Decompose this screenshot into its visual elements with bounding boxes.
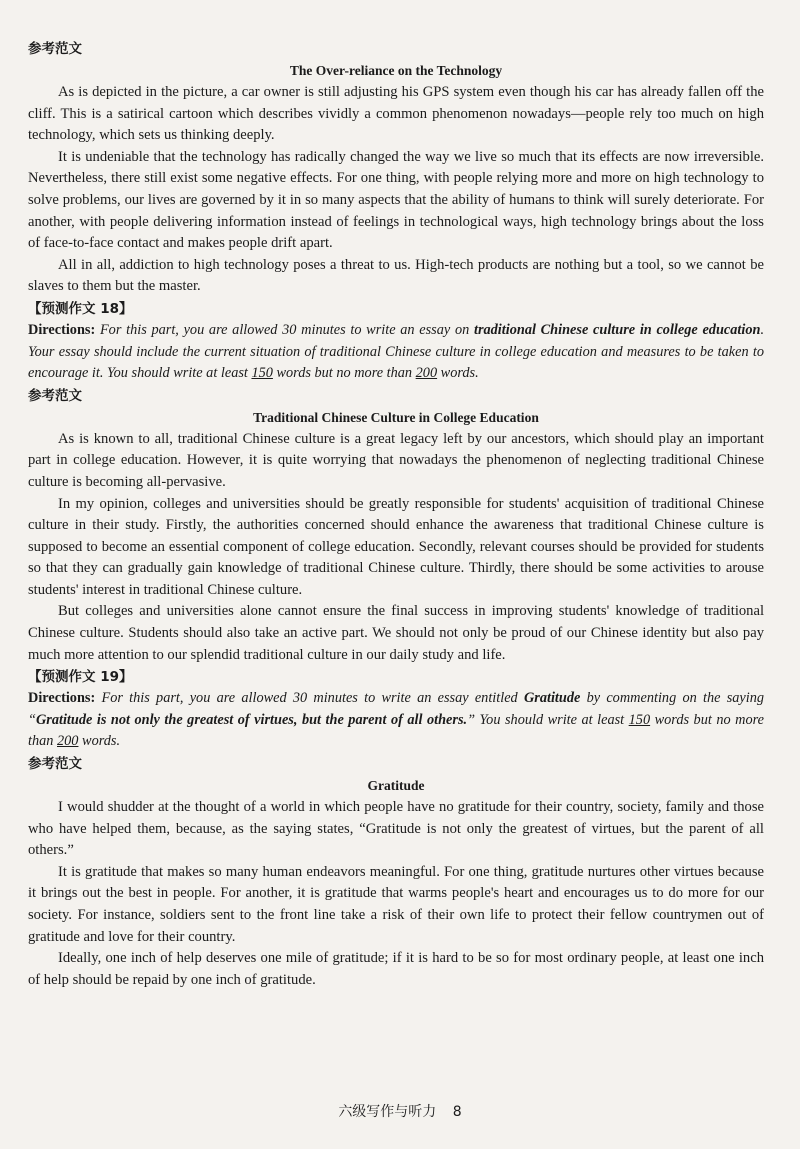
min-words: 150	[628, 711, 651, 728]
essay-paragraph: But colleges and universities alone cannot ensure the final success in improving students' knowledge of traditional Chinese culture. Students should also take an active part. We should not only be proud of our Chinese identity but also pay much more attention to our splendid traditional culture in our daily study and life.	[28, 603, 764, 663]
essay-paragraph: In my opinion, colleges and universities should be greatly responsible for students' acquisition of traditional Chinese culture in their study. Firstly, the authorities concerned should enhance the awareness that traditional Chinese culture is supposed to become an essential component of college education. Secondly, relevant courses should be provided for students so that they can gradually gain knowledge of traditional Chinese culture. Thirdly, there should be some activities to arouse students' interest in traditional Chinese culture.	[28, 495, 764, 598]
essay-paragraph: I would shudder at the thought of a world in which people have no gratitude for their country, society, family and those who have helped them, because, as the saying states, “Gratitude is not only the greatest of virtues, but the parent of all others.”	[28, 799, 764, 859]
directions-part: words but no more than	[276, 365, 413, 382]
prompt-heading: 【预测作文 18】	[28, 300, 133, 317]
sample-label: 参考范文	[28, 387, 82, 404]
directions-part: For this part, you are allowed 30 minutes to write an essay entitled	[101, 690, 518, 707]
directions-part: . Your essay should include the current situation of traditional Chinese culture in college education and measures to be taken to encourage it. You should write at least	[28, 321, 765, 382]
essay-paragraph: It is undeniable that the technology has radically changed the way we live so much that its effects are now irreversible. Nevertheless, there still exist some negative effects. For one thing, with people relying more and more on high technology to solve problems, our lives are governed by it in so many aspects that the ability of humans to think will surely deteriorate. For another, with people delivering information instead of feelings in technological ways, high technology brings about the loss of face-to-face contact and makes people drift apart.	[28, 148, 764, 252]
min-words: 150	[251, 365, 273, 382]
essay-title: Gratitude	[367, 778, 425, 794]
directions-lead: Directions:	[28, 690, 96, 707]
sample-label: 参考范文	[28, 756, 82, 773]
max-words: 200	[415, 365, 438, 382]
directions-quote: Gratitude is not only the greatest of virtues, but the parent of all others.	[35, 711, 468, 728]
essay-paragraph: Ideally, one inch of help deserves one mile of gratitude; if it is hard to be so for most ordinary people, at least one inch of help should be repaid by one inch of gratitude.	[28, 950, 764, 988]
directions-topic: Gratitude	[523, 690, 581, 707]
essay-paragraph: As is depicted in the picture, a car owner is still adjusting his GPS system even though his car has already fallen off the cliff. This is a satirical cartoon which describes vividly a common phenomenon nowadays—people rely too much on high technology, which sets us thinking deeply.	[28, 84, 764, 144]
page-footer	[0, 1101, 800, 1121]
directions-lead: Directions:	[28, 321, 96, 338]
essay-title: Traditional Chinese Culture in College Education	[253, 409, 539, 425]
page-number: 8	[452, 1104, 462, 1120]
essay-title: The Over-reliance on the Technology	[289, 63, 503, 78]
directions-part: For this part, you are allowed 30 minutes to write an essay on	[99, 321, 470, 338]
sample-label: 参考范文	[28, 41, 82, 57]
directions-part: words.	[440, 365, 479, 382]
max-words: 200	[57, 733, 79, 750]
directions-part: ” You should write at least	[467, 711, 625, 728]
essay-paragraph: It is gratitude that makes so many human endeavors meaningful. For one thing, gratitude nurtures other virtues because it brings out the best in people. For another, it is gratitude that warms people's heart and encourages us to do more for our society. For instance, soldiers sent to the front line take a risk of their own life to protect their fellow countrymen out of gratitude and love for their country.	[28, 863, 764, 945]
directions-text	[28, 320, 764, 385]
book-title: 六级写作与听力	[338, 1104, 437, 1120]
essay-paragraph: As is known to all, traditional Chinese culture is a great legacy left by our ancestors, which should play an important part in college education. However, it is quite worrying that nowadays the phenomenon of neglecting traditional Chinese culture is becoming all-pervasive.	[28, 430, 764, 490]
directions-topic: traditional Chinese culture in college education	[473, 321, 761, 338]
essay-paragraph: All in all, addiction to high technology poses a threat to us. High-tech products are nothing but a tool, so we cannot be slaves to them but the master.	[28, 256, 764, 295]
directions-part: words but no more than	[28, 711, 764, 750]
directions-part: words.	[82, 733, 121, 750]
directions-text	[28, 688, 764, 753]
directions-part: by commenting on the saying “	[28, 690, 765, 728]
prompt-heading: 【预测作文 19】	[28, 669, 133, 686]
